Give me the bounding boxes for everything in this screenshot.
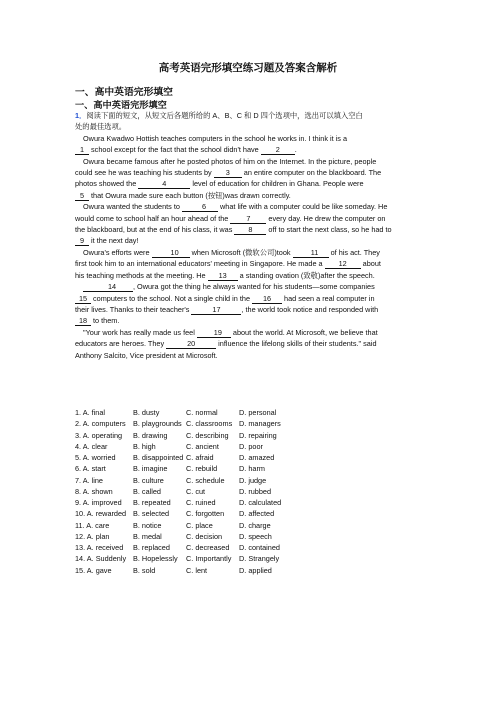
- option-row-4: [75, 441, 309, 452]
- option-6-B[interactable]: B. imagine: [133, 464, 168, 474]
- option-7-C[interactable]: C. schedule: [186, 475, 225, 485]
- blank-7[interactable]: 7: [230, 214, 266, 224]
- blank-8[interactable]: 8: [234, 225, 266, 235]
- option-10-A[interactable]: 10. A. rewarded: [75, 509, 127, 519]
- option-8-C[interactable]: C. cut: [186, 486, 206, 496]
- option-6-D[interactable]: D. harm: [239, 464, 265, 474]
- option-8-D[interactable]: D. rubbed: [239, 486, 272, 496]
- option-12-D[interactable]: D. speech: [239, 531, 272, 541]
- options-list: [75, 407, 309, 576]
- paragraph-2-cont3: 5 that Owura made sure each button (按钮)was drawn correctly.: [75, 190, 421, 201]
- option-15-C[interactable]: C. lent: [186, 565, 208, 575]
- paragraph-3-cont: would come to school half an hour ahead of the 7 every day. He drew the computer on: [75, 213, 386, 223]
- blank-2[interactable]: 2: [261, 145, 295, 155]
- option-12-B[interactable]: B. medal: [133, 531, 162, 541]
- paragraph-2: Owura became famous after he posted photos of him on the Internet. In the picture, people: [83, 156, 377, 166]
- option-10-D[interactable]: D. affected: [239, 509, 275, 519]
- option-5-B[interactable]: B. disappointed: [133, 453, 184, 462]
- paragraph-5-cont3: 18 to them.: [75, 315, 421, 326]
- paragraph-2-cont: could see he was teaching his students by 3 an entire computer on the blackboard. The: [75, 168, 382, 178]
- option-1-A[interactable]: 1. A. final: [75, 408, 106, 417]
- option-6-C[interactable]: C. rebuild: [186, 464, 218, 474]
- paragraph-5: 14 , Owura got the thing he always wanted for his students—some companies: [75, 281, 421, 292]
- option-14-D[interactable]: D. Strangely: [239, 554, 280, 564]
- option-9-C[interactable]: C. ruined: [186, 498, 216, 507]
- instruction: [75, 110, 421, 121]
- option-row-11: [75, 520, 309, 531]
- option-5-C[interactable]: C. afraid: [186, 453, 214, 462]
- option-1-B[interactable]: B. dusty: [133, 408, 160, 417]
- option-9-D[interactable]: D. calculated: [239, 498, 282, 507]
- instruction-text: 阅读下面的短文，从短文后各题所给的 A、B、C 和 D 四个选项中，选出可以填入空白: [86, 111, 363, 120]
- option-2-B[interactable]: B. playgrounds: [133, 419, 182, 429]
- option-15-A[interactable]: 15. A. gave: [75, 565, 112, 575]
- option-11-C[interactable]: C. place: [186, 520, 213, 530]
- option-row-10: [75, 508, 309, 519]
- paragraph-3-cont2: the blackboard, but at the end of his class, it was 8 off to start the next class, so he had to: [75, 225, 392, 235]
- option-2-D[interactable]: D. managers: [239, 419, 281, 429]
- paragraph-2-cont2: photos showed the 4 level of education for children in Ghana. People were: [75, 179, 364, 189]
- blank-1[interactable]: 1: [75, 145, 89, 155]
- option-4-C[interactable]: C. ancient: [186, 441, 219, 451]
- blank-4[interactable]: 4: [138, 179, 190, 189]
- option-11-A[interactable]: 11. A. care: [75, 520, 110, 530]
- option-8-A[interactable]: 8. A. shown: [75, 486, 113, 496]
- blank-17[interactable]: 17: [191, 305, 241, 315]
- option-10-B[interactable]: B. selected: [133, 509, 170, 519]
- section-heading: 一、高中英语完形填空: [75, 87, 173, 98]
- option-4-D[interactable]: D. poor: [239, 441, 263, 451]
- blank-10[interactable]: 10: [152, 248, 190, 258]
- blank-18[interactable]: 18: [75, 316, 91, 326]
- option-15-D[interactable]: D. applied: [239, 565, 272, 575]
- option-5-D[interactable]: D. amazed: [239, 453, 275, 462]
- paragraph-4-cont2: his teaching methods at the meeting. He 13 a standing ovation (致敬)after the speech.: [75, 270, 375, 280]
- option-15-B[interactable]: B. sold: [133, 565, 156, 575]
- option-9-B[interactable]: B. repeated: [133, 498, 171, 507]
- paragraph-5-cont: 15 computers to the school. Not a single child in the 16 had seen a real computer in: [75, 293, 421, 304]
- blank-5[interactable]: 5: [75, 191, 89, 201]
- option-4-B[interactable]: B. high: [133, 441, 156, 451]
- option-9-A[interactable]: 9. A. improved: [75, 498, 122, 507]
- blank-16[interactable]: 16: [252, 294, 282, 304]
- cloze-passage: [75, 110, 421, 361]
- blank-6[interactable]: 6: [182, 202, 218, 212]
- option-11-B[interactable]: B. notice: [133, 520, 162, 530]
- blank-11[interactable]: 11: [293, 248, 329, 258]
- option-13-A[interactable]: 13. A. received: [75, 543, 124, 552]
- blank-20[interactable]: 20: [166, 339, 216, 349]
- option-1-D[interactable]: D. personal: [239, 408, 277, 417]
- paragraph-5-cont2: their lives. Thanks to their teacher's 17 , the world took notice and responded with: [75, 304, 379, 314]
- paragraph-3: Owura wanted the students to 6 what life with a computer could be like someday. He: [83, 202, 388, 212]
- option-row-8: [75, 486, 309, 497]
- option-row-1: [75, 407, 309, 418]
- option-4-A[interactable]: 4. A. clear: [75, 441, 108, 451]
- option-14-A[interactable]: 14. A. Suddenly: [75, 554, 127, 564]
- paragraph-1-cont: 1 school except for the fact that the school didn't have 2 .: [75, 144, 421, 155]
- option-3-D[interactable]: D. repairing: [239, 430, 277, 440]
- option-8-B[interactable]: B. called: [133, 486, 161, 496]
- blank-13[interactable]: 13: [208, 271, 238, 281]
- option-row-12: [75, 531, 309, 542]
- paragraph-6-cont2: Anthony Salcito, Vice president at Microsoft.: [75, 350, 218, 360]
- option-row-5: [75, 452, 309, 463]
- option-1-C[interactable]: C. normal: [186, 408, 218, 417]
- option-3-A[interactable]: 3. A. operating: [75, 430, 123, 440]
- option-row-3: [75, 430, 309, 441]
- option-7-D[interactable]: D. judge: [239, 475, 267, 485]
- blank-12[interactable]: 12: [325, 259, 361, 269]
- option-13-B[interactable]: B. replaced: [133, 543, 170, 552]
- option-3-C[interactable]: C. describing: [186, 430, 229, 440]
- option-12-A[interactable]: 12. A. plan: [75, 531, 110, 541]
- option-row-13: [75, 542, 309, 553]
- option-12-C[interactable]: C. decision: [186, 531, 223, 541]
- option-7-B[interactable]: B. culture: [133, 475, 164, 485]
- option-14-C[interactable]: C. Importantly: [186, 554, 232, 564]
- option-5-A[interactable]: 5. A. worried: [75, 453, 116, 462]
- option-13-D[interactable]: D. contained: [239, 543, 280, 552]
- section-subheading: 一、高中英语完形填空: [75, 100, 167, 110]
- option-row-2: [75, 418, 309, 429]
- option-row-6: [75, 463, 309, 474]
- blank-9[interactable]: 9: [75, 236, 89, 246]
- option-row-15: [75, 565, 309, 576]
- option-row-7: [75, 475, 309, 486]
- option-2-C[interactable]: C. classrooms: [186, 419, 233, 429]
- option-13-C[interactable]: C. decreased: [186, 543, 230, 552]
- option-14-B[interactable]: B. Hopelessly: [133, 554, 178, 564]
- blank-14[interactable]: 14: [83, 282, 133, 292]
- instruction-cont: 处的最佳选项。: [75, 122, 127, 132]
- option-2-A[interactable]: 2. A. computers: [75, 419, 126, 429]
- blank-15[interactable]: 15: [75, 294, 91, 304]
- option-10-C[interactable]: C. forgotten: [186, 509, 225, 519]
- paragraph-4: Owura's efforts were 10 when Microsoft (微软公司)took 11 of his act. They: [83, 247, 380, 257]
- paragraph-4-cont: first took him to an international educators' meeting in Singapore. He made a 12 about: [75, 259, 381, 269]
- paragraph-1: Owura Kwadwo Hottish teaches computers in the school he works in. I think it is a: [83, 133, 348, 143]
- page-title: 高考英语完形填空练习题及答案含解析: [158, 62, 338, 74]
- option-row-9: [75, 497, 309, 508]
- option-11-D[interactable]: D. charge: [239, 520, 271, 530]
- blank-19[interactable]: 19: [197, 328, 231, 338]
- paragraph-3-cont3: 9 it the next day!: [75, 235, 421, 246]
- paragraph-6-cont: educators are heroes. They 20 influence the lifelong skills of their students." said: [75, 339, 377, 349]
- question-number: 1．: [75, 111, 87, 120]
- option-6-A[interactable]: 6. A. start: [75, 464, 106, 474]
- blank-3[interactable]: 3: [214, 168, 242, 178]
- option-7-A[interactable]: 7. A. line: [75, 475, 103, 485]
- option-3-B[interactable]: B. drawing: [133, 430, 168, 440]
- option-row-14: [75, 553, 309, 564]
- paragraph-6: "Your work has really made us feel 19 about the world. At Microsoft, we believe that: [83, 327, 378, 337]
